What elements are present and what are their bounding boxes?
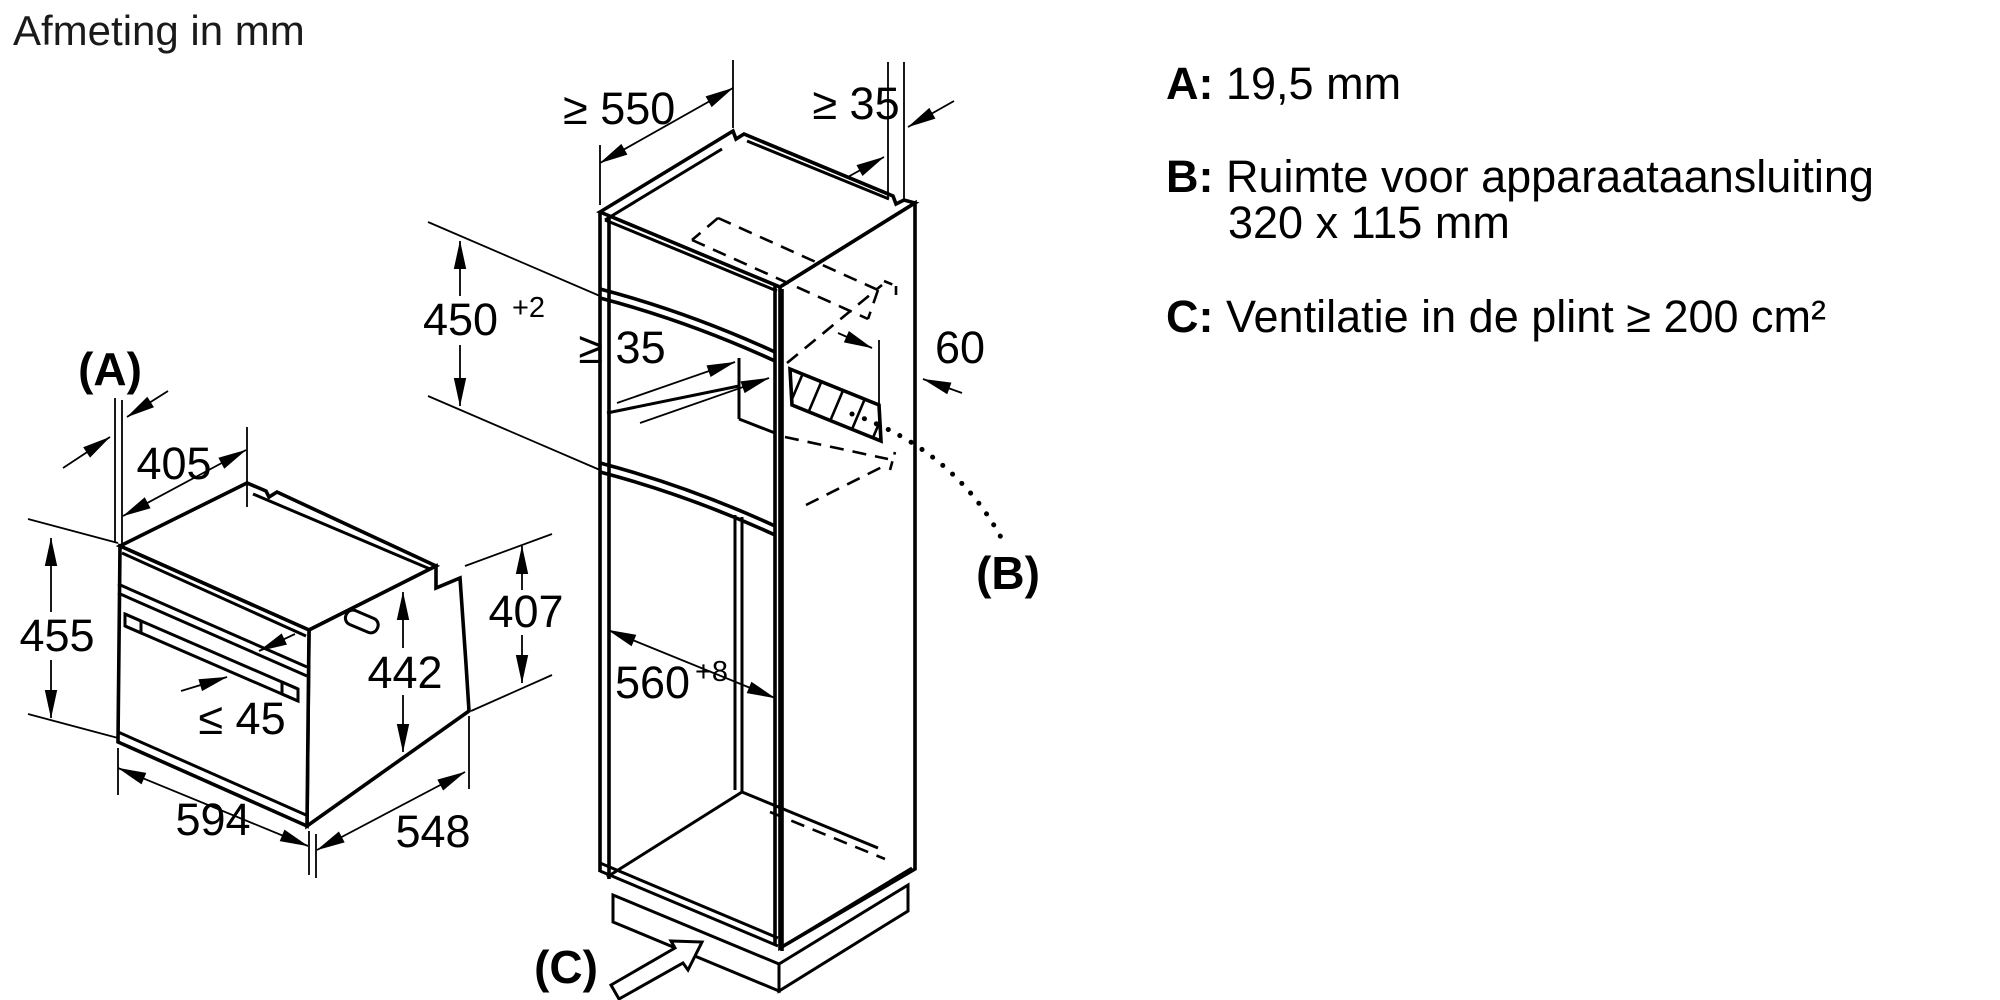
vent-direction-arrow-icon: [611, 941, 702, 999]
legend-text-b2: 320 x 115 mm: [1228, 197, 1510, 248]
legend-key-b: B:: [1166, 151, 1214, 202]
dim-cabinet-rear-gap-label: ≥ 35: [812, 78, 900, 129]
dim-oven-rear-height-label: 407: [488, 586, 564, 637]
legend-key-c: C:: [1166, 291, 1214, 342]
legend-text-c: Ventilatie in de plint ≥ 200 cm²: [1226, 291, 1827, 342]
dim-oven-handle-label: ≤ 45: [198, 693, 286, 744]
cabinet-front-left-edge: [600, 212, 609, 879]
dim-niche-height-label: 450: [423, 294, 499, 345]
cabinet-marker-c-label: (C): [534, 941, 598, 993]
dim-oven-body-height-label: 442: [367, 647, 443, 698]
rear-vent-slot: [739, 358, 775, 433]
cabinet-drawing: [428, 60, 1005, 999]
dim-oven-width-label: 594: [175, 794, 251, 845]
legend-text-a: 19,5 mm: [1226, 58, 1402, 109]
dim-niche-height-tolerance: +2: [512, 292, 546, 324]
dim-cabinet-depth-label: ≥ 550: [563, 83, 676, 134]
dim-oven-body-depth-label: 548: [395, 806, 471, 857]
dim-mid-gap-label: ≥ 35: [578, 322, 666, 373]
dim-niche-width-tolerance: +8: [695, 656, 729, 688]
dim-niche-width-label: 560: [615, 657, 691, 708]
break-line-lower: [600, 463, 775, 535]
dim-a-extension-lines: [115, 398, 122, 546]
dim-oven-top-depth-label: 405: [136, 438, 212, 489]
legend-text-b: Ruimte voor apparaataansluiting: [1226, 151, 1874, 202]
legend-key-a: A:: [1166, 58, 1214, 109]
cabinet-marker-b-label: (B): [976, 547, 1040, 599]
dim-oven-height-label: 455: [19, 610, 95, 661]
oven-marker-a-label: (A): [78, 343, 142, 395]
dim-connection-offset-label: 60: [934, 322, 986, 373]
page-title: Afmeting in mm: [13, 7, 305, 54]
oven-drawing: [28, 391, 552, 878]
